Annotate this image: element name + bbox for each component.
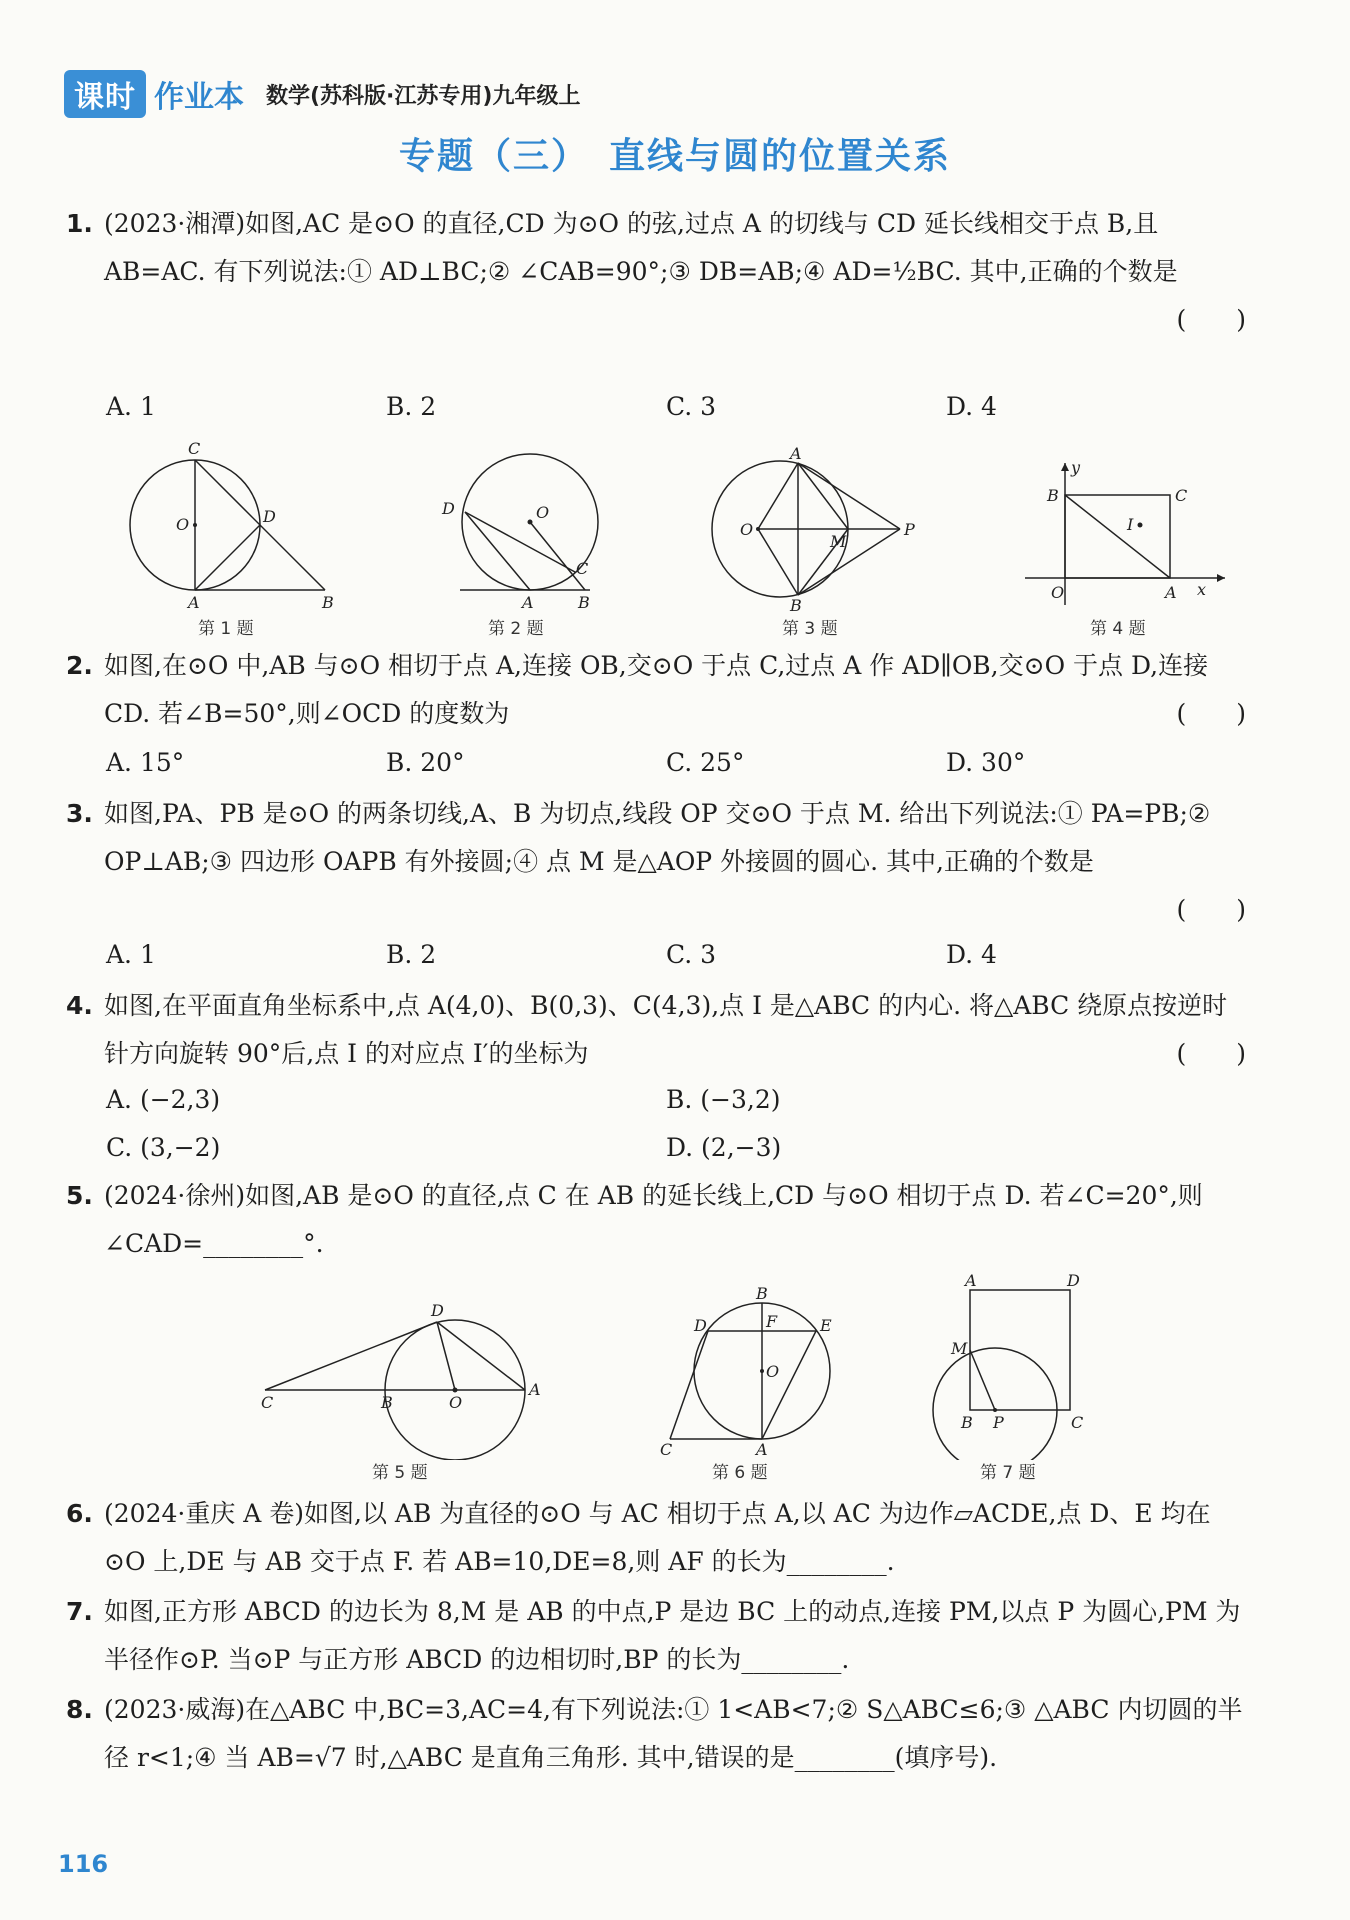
- svg-text:A: A: [1165, 583, 1177, 602]
- brand-name: 作业本: [154, 80, 244, 115]
- svg-text:D: D: [1067, 1271, 1080, 1290]
- svg-text:D: D: [263, 507, 276, 526]
- option-b: B. 2: [386, 940, 437, 969]
- question-text: (2024·徐州)如图,AB 是⊙O 的直径,点 C 在 AB 的延长线上,CD 与⊙O 相切于点 D. 若∠C=20°,则∠CAD=________°.: [104, 1181, 1203, 1258]
- svg-text:E: E: [820, 1316, 832, 1335]
- question-6: [66, 1490, 1246, 1586]
- answer-bracket: ( ): [1176, 699, 1246, 728]
- answer-bracket: ( ): [1176, 895, 1246, 924]
- svg-text:B: B: [790, 596, 802, 615]
- figure-4: [1015, 455, 1235, 615]
- option-c: C. 3: [666, 392, 717, 421]
- subject-label: 数学(苏科版·江苏专用)九年级上: [266, 83, 581, 109]
- svg-text:F: F: [766, 1312, 778, 1331]
- option-d: D. (2,−3): [666, 1133, 782, 1162]
- svg-text:B: B: [322, 593, 334, 612]
- option-a: A. (−2,3): [106, 1085, 221, 1114]
- svg-text:C: C: [660, 1440, 673, 1459]
- option-c: C. (3,−2): [106, 1133, 221, 1162]
- question-text: 如图,在平面直角坐标系中,点 A(4,0)、B(0,3)、C(4,3),点 I 是△ABC 的内心. 将△ABC 绕原点按逆时针方向旋转 90°后,点 I 的对应点 I′的坐标为: [104, 991, 1228, 1068]
- question-7: [66, 1588, 1246, 1684]
- option-c: C. 3: [666, 940, 717, 969]
- figure-7: [925, 1270, 1095, 1460]
- svg-text:C: C: [1071, 1413, 1084, 1432]
- svg-text:C: C: [576, 559, 589, 578]
- question-text: 如图,PA、PB 是⊙O 的两条切线,A、B 为切点,线段 OP 交⊙O 于点 M. 给出下列说法:① PA=PB;② OP⊥AB;③ 四边形 OAPB 有外接圆;④ 点 M 是△AOP 外接圆的圆心. 其中,正确的个数是: [104, 799, 1211, 876]
- svg-text:B: B: [961, 1413, 973, 1432]
- question-number: 5.: [66, 1181, 93, 1210]
- option-a: A. 1: [106, 940, 156, 969]
- figure-1: [110, 440, 350, 615]
- svg-text:M: M: [951, 1339, 968, 1358]
- svg-text:P: P: [993, 1413, 1004, 1432]
- options-1: [106, 392, 1226, 421]
- svg-text:O: O: [1051, 583, 1065, 602]
- option-b: B. (−3,2): [666, 1085, 781, 1114]
- svg-text:D: D: [442, 499, 455, 518]
- svg-text:I: I: [1127, 515, 1134, 534]
- question-text: (2023·威海)在△ABC 中,BC=3,AC=4,有下列说法:① 1<AB<7;② S△ABC≤6;③ △ABC 内切圆的半径 r<1;④ 当 AB=√7 时,△ABC 是直角三角形. 其中,错误的是________(填序号).: [104, 1695, 1243, 1772]
- svg-text:A: A: [965, 1271, 977, 1290]
- brand-logo: 课时: [64, 70, 146, 118]
- page-number: 116: [58, 1850, 109, 1878]
- options-2: [106, 748, 1226, 777]
- options-4b: [106, 1133, 1226, 1162]
- svg-text:O: O: [449, 1393, 463, 1412]
- svg-text:O: O: [766, 1362, 780, 1381]
- svg-text:D: D: [431, 1301, 444, 1320]
- svg-text:C: C: [188, 440, 201, 458]
- svg-text:y: y: [1071, 458, 1081, 477]
- figure-5: [255, 1300, 555, 1460]
- question-number: 6.: [66, 1499, 93, 1528]
- options-4a: [106, 1085, 1226, 1114]
- brand-header: [64, 70, 580, 118]
- figure-4-caption: 第 4 题: [1090, 619, 1146, 639]
- svg-text:P: P: [904, 520, 915, 539]
- option-b: B. 20°: [386, 748, 465, 777]
- svg-text:D: D: [694, 1316, 707, 1335]
- option-d: D. 30°: [946, 748, 1026, 777]
- svg-text:C: C: [261, 1393, 274, 1412]
- question-text: (2024·重庆 A 卷)如图,以 AB 为直径的⊙O 与 AC 相切于点 A,以 AC 为边作▱ACDE,点 D、E 均在⊙O 上,DE 与 AB 交于点 F. 若 AB=10,DE=8,则 AF 的长为________.: [104, 1499, 1211, 1576]
- svg-text:B: B: [1047, 486, 1059, 505]
- svg-text:C: C: [1175, 486, 1188, 505]
- option-d: D. 4: [946, 940, 997, 969]
- svg-text:x: x: [1197, 580, 1207, 599]
- option-a: A. 15°: [106, 748, 185, 777]
- options-3: [106, 940, 1226, 969]
- question-8: [66, 1686, 1246, 1782]
- question-text: 如图,在⊙O 中,AB 与⊙O 相切于点 A,连接 OB,交⊙O 于点 C,过点 A 作 AD∥OB,交⊙O 于点 D,连接 CD. 若∠B=50°,则∠OCD 的度数为: [104, 651, 1209, 728]
- svg-text:B: B: [578, 593, 590, 612]
- question-number: 2.: [66, 651, 93, 680]
- question-number: 1.: [66, 209, 93, 238]
- svg-text:A: A: [522, 593, 534, 612]
- question-number: 3.: [66, 799, 93, 828]
- svg-text:A: A: [756, 1440, 768, 1459]
- question-5: [66, 1172, 1246, 1268]
- svg-text:A: A: [790, 445, 802, 463]
- figure-3-caption: 第 3 题: [782, 619, 838, 639]
- svg-text:O: O: [740, 520, 754, 539]
- question-1: [66, 200, 1246, 334]
- question-2: [66, 642, 1246, 738]
- figure-6: [650, 1285, 840, 1460]
- option-b: B. 2: [386, 392, 437, 421]
- question-text: 如图,正方形 ABCD 的边长为 8,M 是 AB 的中点,P 是边 BC 上的动点,连接 PM,以点 P 为圆心,PM 为半径作⊙P. 当⊙P 与正方形 ABCD 的边相切时,BP 的长为________.: [104, 1597, 1241, 1674]
- question-4: [66, 982, 1246, 1078]
- page-title: 专题（三） 直线与圆的位置关系: [398, 136, 951, 177]
- svg-text:M: M: [830, 532, 847, 551]
- svg-text:A: A: [188, 593, 200, 612]
- figure-6-caption: 第 6 题: [712, 1463, 768, 1483]
- option-a: A. 1: [106, 392, 156, 421]
- figure-3: [690, 445, 930, 615]
- question-text: (2023·湘潭)如图,AC 是⊙O 的直径,CD 为⊙O 的弦,过点 A 的切线与 CD 延长线相交于点 B,且 AB=AC. 有下列说法:① AD⊥BC;② ∠CAB=90°;③ DB=AB;④ AD=½BC. 其中,正确的个数是: [104, 209, 1178, 286]
- question-number: 7.: [66, 1597, 93, 1626]
- figure-7-caption: 第 7 题: [980, 1463, 1036, 1483]
- svg-text:B: B: [756, 1285, 768, 1303]
- answer-bracket: ( ): [1176, 1039, 1246, 1068]
- question-number: 4.: [66, 991, 93, 1020]
- figure-2-caption: 第 2 题: [488, 619, 544, 639]
- question-number: 8.: [66, 1695, 93, 1724]
- svg-text:B: B: [381, 1393, 393, 1412]
- svg-text:O: O: [176, 515, 190, 534]
- option-c: C. 25°: [666, 748, 745, 777]
- figure-1-caption: 第 1 题: [198, 619, 254, 639]
- svg-text:O: O: [536, 503, 550, 522]
- answer-bracket: ( ): [1176, 305, 1246, 334]
- figure-5-caption: 第 5 题: [372, 1463, 428, 1483]
- option-d: D. 4: [946, 392, 997, 421]
- svg-text:A: A: [529, 1380, 541, 1399]
- question-3: [66, 790, 1246, 924]
- figure-2: [430, 440, 610, 615]
